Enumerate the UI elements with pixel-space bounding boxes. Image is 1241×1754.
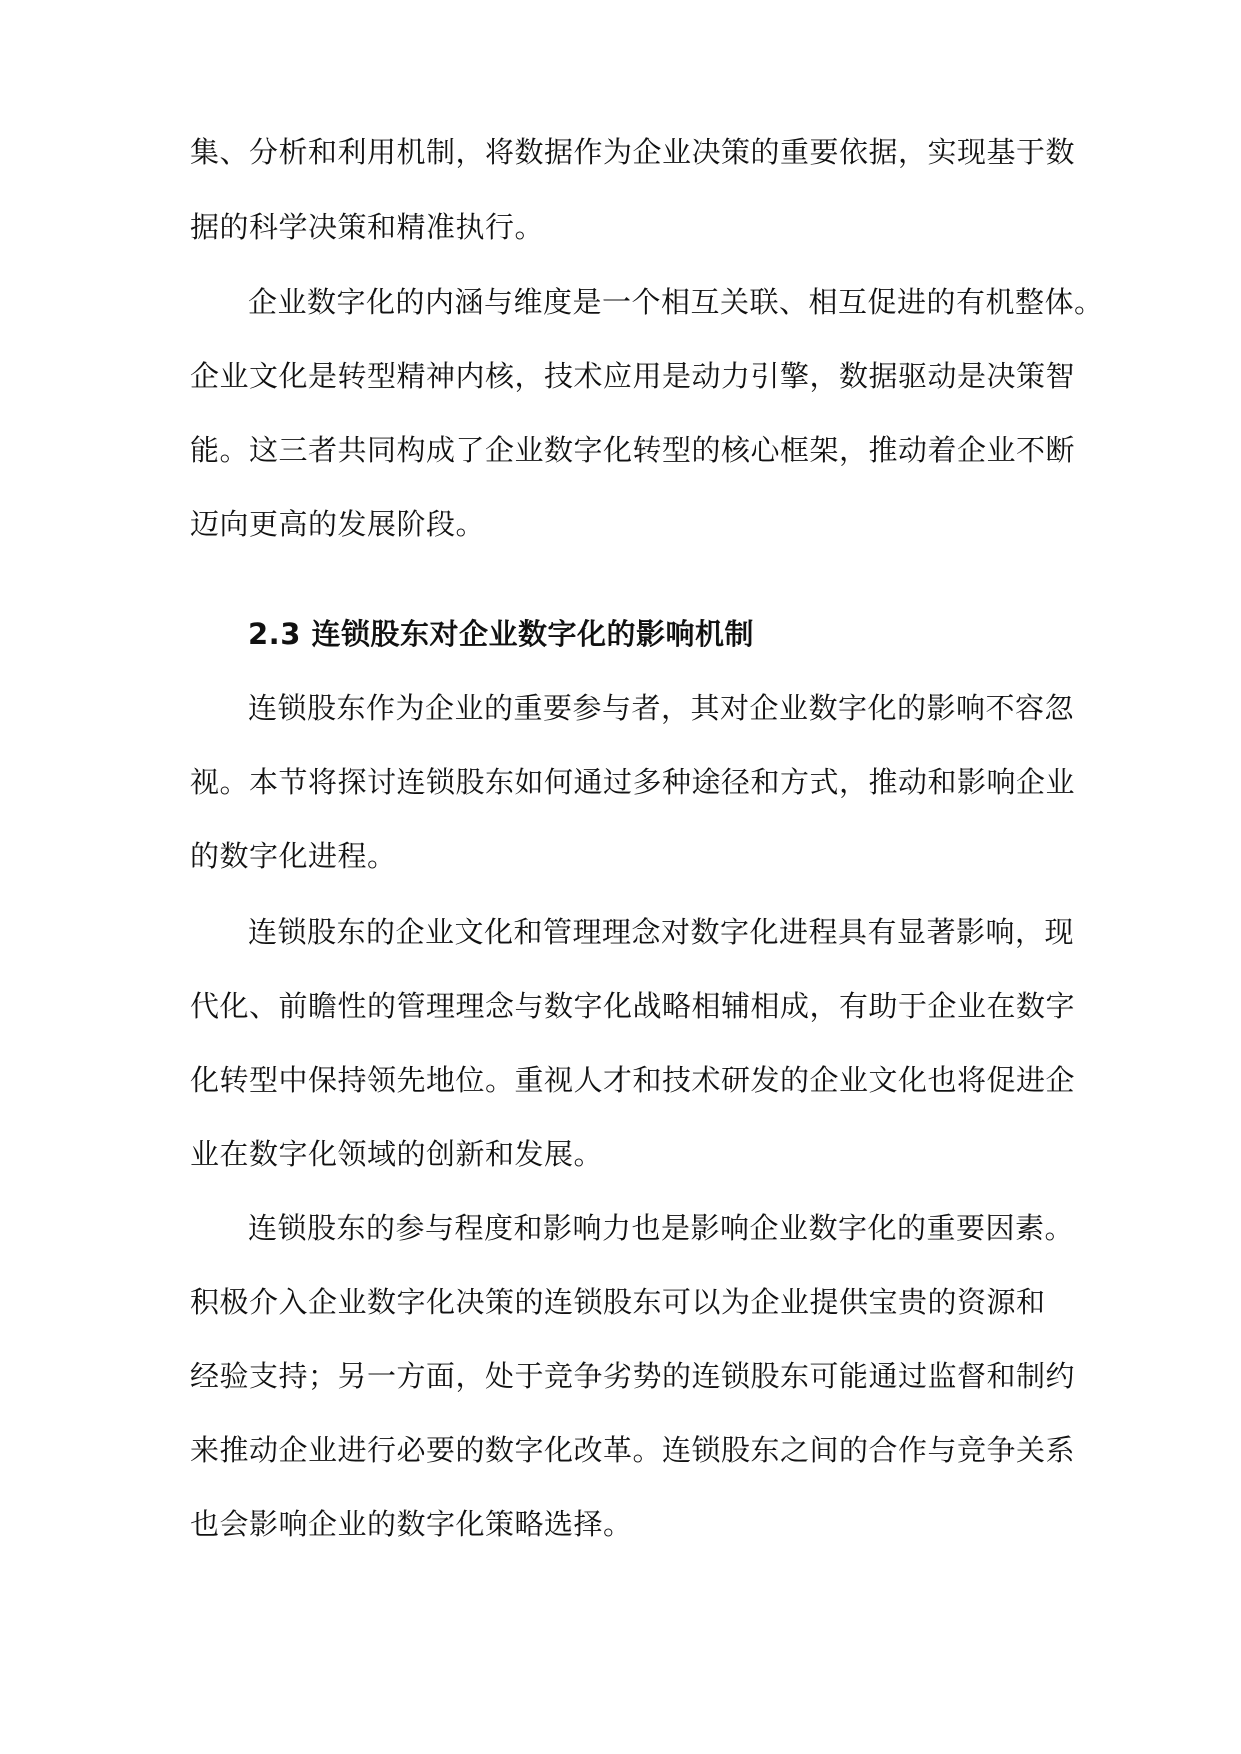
paragraph-line: 迈向更高的发展阶段。 xyxy=(190,507,486,541)
paragraph-line: 能。这三者共同构成了企业数字化转型的核心框架，推动着企业不断 xyxy=(190,433,1076,467)
paragraph-line: 来推动企业进行必要的数字化改革。连锁股东之间的合作与竞争关系 xyxy=(190,1433,1076,1467)
paragraph-line: 企业文化是转型精神内核，技术应用是动力引擎，数据驱动是决策智 xyxy=(190,359,1076,393)
paragraph-line: 化转型中保持领先地位。重视人才和技术研发的企业文化也将促进企 xyxy=(190,1063,1076,1097)
paragraph-line: 积极介入企业数字化决策的连锁股东可以为企业提供宝贵的资源和 xyxy=(190,1285,1046,1319)
paragraph-line: 代化、前瞻性的管理理念与数字化战略相辅相成，有助于企业在数字 xyxy=(190,989,1076,1023)
paragraph-line: 连锁股东的企业文化和管理理念对数字化进程具有显著影响，现 xyxy=(248,915,1075,949)
paragraph-line: 业在数字化领域的创新和发展。 xyxy=(190,1137,604,1171)
paragraph-line: 连锁股东作为企业的重要参与者，其对企业数字化的影响不容忽 xyxy=(248,691,1075,725)
paragraph-line: 经验支持；另一方面，处于竞争劣势的连锁股东可能通过监督和制约 xyxy=(190,1359,1076,1393)
paragraph-line: 也会影响企业的数字化策略选择。 xyxy=(190,1507,633,1541)
paragraph-line: 集、分析和利用机制，将数据作为企业决策的重要依据，实现基于数 xyxy=(190,135,1076,169)
paragraph-line: 视。本节将探讨连锁股东如何通过多种途径和方式，推动和影响企业 xyxy=(190,765,1076,799)
section-heading: 2.3 连锁股东对企业数字化的影响机制 xyxy=(248,617,754,651)
paragraph-line: 据的科学决策和精准执行。 xyxy=(190,210,545,244)
paragraph-line: 连锁股东的参与程度和影响力也是影响企业数字化的重要因素。 xyxy=(248,1211,1075,1245)
paragraph-line: 企业数字化的内涵与维度是一个相互关联、相互促进的有机整体。 xyxy=(248,285,1104,319)
paragraph-line: 的数字化进程。 xyxy=(190,839,397,873)
